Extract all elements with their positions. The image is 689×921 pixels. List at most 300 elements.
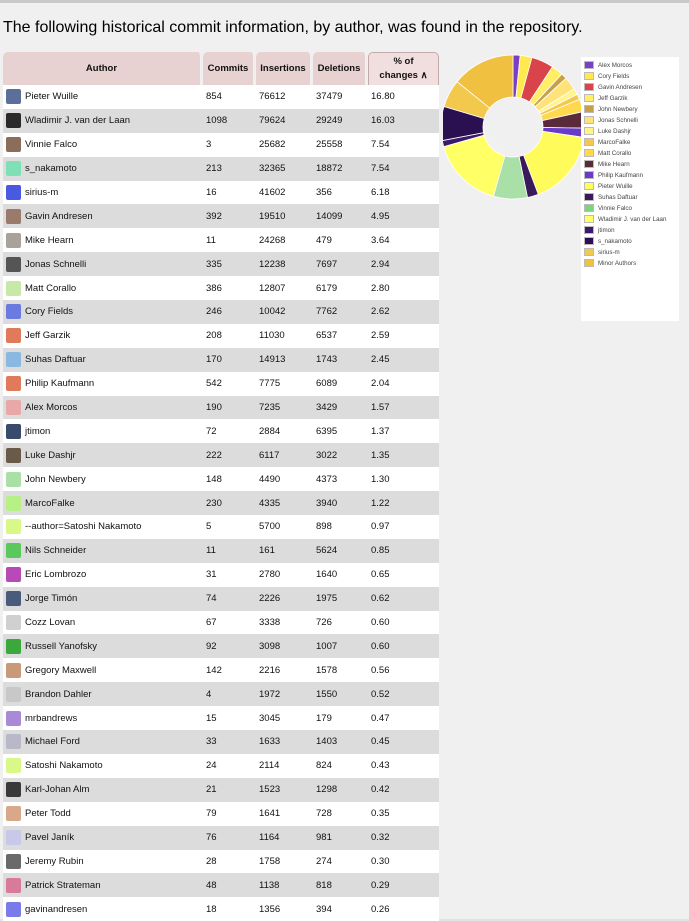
percent-cell: 0.52 — [368, 682, 439, 706]
commits-cell: 24 — [203, 754, 256, 778]
insertions-cell: 12807 — [256, 276, 313, 300]
commits-cell: 11 — [203, 228, 256, 252]
deletions-cell: 1640 — [313, 563, 368, 587]
commits-cell: 21 — [203, 778, 256, 802]
deletions-cell: 4373 — [313, 467, 368, 491]
author-avatar — [6, 328, 21, 343]
author-name: MarcoFalke — [25, 497, 75, 509]
author-cell — [3, 133, 203, 157]
insertions-cell: 3045 — [256, 706, 313, 730]
deletions-cell: 1578 — [313, 658, 368, 682]
legend-swatch — [584, 193, 594, 201]
percent-cell: 7.54 — [368, 133, 439, 157]
author-avatar — [6, 89, 21, 104]
percent-cell: 0.26 — [368, 897, 439, 921]
legend-label: Gavin Andresen — [598, 84, 643, 91]
legend-item[interactable] — [581, 247, 679, 258]
deletions-cell: 1550 — [313, 682, 368, 706]
percent-cell: 6.18 — [368, 181, 439, 205]
legend-swatch — [584, 182, 594, 190]
legend-item[interactable] — [581, 126, 679, 137]
commits-cell: 854 — [203, 85, 256, 109]
author-cell — [3, 85, 203, 109]
legend-label: Suhas Daftuar — [598, 194, 638, 201]
deletions-cell: 7762 — [313, 300, 368, 324]
chart-legend — [581, 57, 679, 321]
deletions-cell: 818 — [313, 873, 368, 897]
author-avatar — [6, 496, 21, 511]
author-name: Nils Schneider — [25, 545, 87, 557]
author-name: Cozz Lovan — [25, 617, 76, 629]
legend-swatch — [584, 160, 594, 168]
author-avatar — [6, 639, 21, 654]
insertions-cell: 14913 — [256, 348, 313, 372]
author-avatar — [6, 209, 21, 224]
author-name: Gavin Andresen — [25, 210, 93, 222]
author-name: Pavel Janík — [25, 832, 75, 844]
insertions-cell: 79624 — [256, 109, 313, 133]
commits-cell: 392 — [203, 204, 256, 228]
commits-cell: 170 — [203, 348, 256, 372]
percent-cell: 0.65 — [368, 563, 439, 587]
insertions-cell: 25682 — [256, 133, 313, 157]
author-cell — [3, 181, 203, 205]
author-cell — [3, 396, 203, 420]
percent-cell: 0.60 — [368, 611, 439, 635]
author-name: Jeff Garzik — [25, 330, 71, 342]
insertions-cell: 2226 — [256, 587, 313, 611]
author-avatar — [6, 352, 21, 367]
author-avatar — [6, 902, 21, 917]
author-name: Brandon Dahler — [25, 688, 92, 700]
percent-cell: 1.22 — [368, 491, 439, 515]
deletions-cell: 179 — [313, 706, 368, 730]
legend-label: John Newbery — [598, 106, 638, 113]
legend-label: Pieter Wuille — [598, 183, 633, 190]
commits-cell: 230 — [203, 491, 256, 515]
table-row — [3, 228, 439, 252]
legend-label: Jonas Schnelli — [598, 117, 638, 124]
legend-item[interactable] — [581, 203, 679, 214]
table-row — [3, 754, 439, 778]
author-cell — [3, 634, 203, 658]
percent-cell: 2.80 — [368, 276, 439, 300]
author-cell — [3, 539, 203, 563]
insertions-cell: 11030 — [256, 324, 313, 348]
author-avatar — [6, 615, 21, 630]
legend-swatch — [584, 248, 594, 256]
table-row — [3, 133, 439, 157]
author-avatar — [6, 758, 21, 773]
deletions-cell: 1298 — [313, 778, 368, 802]
author-avatar — [6, 281, 21, 296]
insertions-cell: 1523 — [256, 778, 313, 802]
commits-cell: 1098 — [203, 109, 256, 133]
column-header-author[interactable]: Author — [3, 52, 203, 85]
legend-item[interactable] — [581, 60, 679, 71]
deletions-cell: 29249 — [313, 109, 368, 133]
deletions-cell: 1007 — [313, 634, 368, 658]
author-name: Michael Ford — [25, 736, 80, 748]
legend-item[interactable] — [581, 82, 679, 93]
percent-cell: 0.29 — [368, 873, 439, 897]
legend-swatch — [584, 83, 594, 91]
author-cell — [3, 826, 203, 850]
commits-cell: 67 — [203, 611, 256, 635]
commits-cell: 246 — [203, 300, 256, 324]
insertions-cell: 32365 — [256, 157, 313, 181]
percent-cell: 0.60 — [368, 634, 439, 658]
table-row — [3, 300, 439, 324]
deletions-cell: 394 — [313, 897, 368, 921]
author-name: Matt Corallo — [25, 282, 77, 294]
author-name: mrbandrews — [25, 712, 78, 724]
deletions-cell: 981 — [313, 826, 368, 850]
legend-label: Mike Hearn — [598, 161, 630, 168]
author-avatar — [6, 687, 21, 702]
table-row — [3, 897, 439, 921]
commits-cell: 5 — [203, 515, 256, 539]
author-name: Patrick Strateman — [25, 879, 101, 891]
commits-cell: 142 — [203, 658, 256, 682]
author-name: Jorge Timón — [25, 593, 78, 605]
author-name: jtimon — [25, 425, 51, 437]
author-cell — [3, 443, 203, 467]
legend-item[interactable] — [581, 104, 679, 115]
table-row — [3, 850, 439, 874]
deletions-cell: 898 — [313, 515, 368, 539]
deletions-cell: 824 — [313, 754, 368, 778]
percent-cell: 1.30 — [368, 467, 439, 491]
deletions-cell: 274 — [313, 850, 368, 874]
author-name: John Newbery — [25, 473, 86, 485]
author-avatar — [6, 591, 21, 606]
table-row — [3, 563, 439, 587]
table-row — [3, 587, 439, 611]
commits-cell: 79 — [203, 802, 256, 826]
author-avatar — [6, 734, 21, 749]
insertions-cell: 24268 — [256, 228, 313, 252]
commits-cell: 213 — [203, 157, 256, 181]
legend-swatch — [584, 259, 594, 267]
legend-item[interactable] — [581, 71, 679, 82]
legend-item[interactable] — [581, 93, 679, 104]
legend-swatch — [584, 237, 594, 245]
percent-cell: 4.95 — [368, 204, 439, 228]
author-cell — [3, 706, 203, 730]
deletions-cell: 728 — [313, 802, 368, 826]
legend-label: sirius-m — [598, 249, 620, 256]
legend-item[interactable] — [581, 192, 679, 203]
table-row — [3, 157, 439, 181]
percent-cell: 0.56 — [368, 658, 439, 682]
legend-swatch — [584, 116, 594, 124]
author-cell — [3, 300, 203, 324]
legend-item[interactable] — [581, 225, 679, 236]
legend-label: Minor Authors — [598, 260, 637, 267]
legend-item[interactable] — [581, 181, 679, 192]
author-cell — [3, 778, 203, 802]
deletions-cell: 1743 — [313, 348, 368, 372]
insertions-cell: 7235 — [256, 396, 313, 420]
commits-cell: 208 — [203, 324, 256, 348]
table-row — [3, 467, 439, 491]
author-avatar — [6, 878, 21, 893]
author-cell — [3, 348, 203, 372]
commits-cell: 15 — [203, 706, 256, 730]
author-avatar — [6, 567, 21, 582]
author-cell — [3, 682, 203, 706]
commits-cell: 386 — [203, 276, 256, 300]
legend-label: MarcoFalke — [598, 139, 631, 146]
column-header-percent-changes[interactable]: % of changes ∧ — [368, 52, 439, 85]
legend-swatch — [584, 171, 594, 179]
legend-item[interactable] — [581, 258, 679, 269]
table-row — [3, 706, 439, 730]
legend-item[interactable] — [581, 159, 679, 170]
commits-cell: 4 — [203, 682, 256, 706]
table-row — [3, 491, 439, 515]
legend-label: jtimon — [598, 227, 615, 234]
percent-cell: 1.37 — [368, 419, 439, 443]
table-row — [3, 443, 439, 467]
insertions-cell: 1972 — [256, 682, 313, 706]
insertions-cell: 6117 — [256, 443, 313, 467]
deletions-cell: 5624 — [313, 539, 368, 563]
legend-item[interactable] — [581, 148, 679, 159]
author-avatar — [6, 448, 21, 463]
insertions-cell: 7775 — [256, 372, 313, 396]
deletions-cell: 25558 — [313, 133, 368, 157]
commits-cell: 28 — [203, 850, 256, 874]
author-cell — [3, 157, 203, 181]
legend-swatch — [584, 72, 594, 80]
insertions-cell: 76612 — [256, 85, 313, 109]
column-header-deletions[interactable]: Deletions — [313, 52, 368, 85]
table-row — [3, 634, 439, 658]
deletions-cell: 726 — [313, 611, 368, 635]
percent-cell: 3.64 — [368, 228, 439, 252]
author-name: Pieter Wuille — [25, 91, 79, 103]
author-cell — [3, 324, 203, 348]
insertions-cell: 4335 — [256, 491, 313, 515]
deletions-cell: 479 — [313, 228, 368, 252]
legend-swatch — [584, 61, 594, 69]
percent-cell: 0.47 — [368, 706, 439, 730]
changes-donut-chart — [443, 52, 583, 222]
commits-cell: 335 — [203, 252, 256, 276]
table-row — [3, 873, 439, 897]
author-cell — [3, 228, 203, 252]
percent-cell: 0.42 — [368, 778, 439, 802]
deletions-cell: 14099 — [313, 204, 368, 228]
author-cell — [3, 204, 203, 228]
author-name: Karl-Johan Alm — [25, 784, 90, 796]
author-cell — [3, 252, 203, 276]
author-avatar — [6, 137, 21, 152]
commits-cell: 542 — [203, 372, 256, 396]
table-row — [3, 204, 439, 228]
legend-label: s_nakamoto — [598, 238, 632, 245]
author-cell — [3, 658, 203, 682]
author-name: Suhas Daftuar — [25, 354, 86, 366]
author-avatar — [6, 854, 21, 869]
percent-cell: 2.62 — [368, 300, 439, 324]
insertions-cell: 1356 — [256, 897, 313, 921]
insertions-cell: 10042 — [256, 300, 313, 324]
insertions-cell: 3338 — [256, 611, 313, 635]
author-name: sirius-m — [25, 187, 59, 198]
author-cell — [3, 802, 203, 826]
legend-label: Luke Dashjr — [598, 128, 632, 135]
percent-cell: 1.35 — [368, 443, 439, 467]
percent-cell: 0.45 — [368, 730, 439, 754]
commits-cell: 48 — [203, 873, 256, 897]
commits-cell: 33 — [203, 730, 256, 754]
table-row — [3, 658, 439, 682]
author-cell — [3, 491, 203, 515]
insertions-cell: 2780 — [256, 563, 313, 587]
donut-slices — [443, 55, 583, 199]
table-row — [3, 181, 439, 205]
author-cell — [3, 515, 203, 539]
table-header-row — [3, 52, 439, 85]
legend-label: Wladimir J. van der Laan — [598, 216, 667, 223]
author-cell — [3, 587, 203, 611]
insertions-cell: 1138 — [256, 873, 313, 897]
legend-label: Vinnie Falco — [598, 205, 632, 212]
percent-cell: 2.94 — [368, 252, 439, 276]
insertions-cell: 1758 — [256, 850, 313, 874]
author-name: Mike Hearn — [25, 234, 74, 246]
author-name: Peter Todd — [25, 808, 71, 820]
legend-swatch — [584, 215, 594, 223]
table-row — [3, 682, 439, 706]
author-name: Wladimir J. van der Laan — [25, 115, 131, 127]
deletions-cell: 1975 — [313, 587, 368, 611]
author-avatar — [6, 543, 21, 558]
author-avatar — [6, 472, 21, 487]
author-avatar — [6, 185, 21, 200]
legend-label: Alex Morcos — [598, 62, 633, 69]
insertions-cell: 3098 — [256, 634, 313, 658]
author-avatar — [6, 257, 21, 272]
percent-cell: 0.30 — [368, 850, 439, 874]
legend-item[interactable] — [581, 236, 679, 247]
author-name: Russell Yanofsky — [25, 640, 97, 652]
insertions-cell: 12238 — [256, 252, 313, 276]
author-avatar — [6, 424, 21, 439]
table-row — [3, 276, 439, 300]
percent-cell: 0.32 — [368, 826, 439, 850]
legend-item[interactable] — [581, 170, 679, 181]
author-name: s_nakamoto — [25, 163, 77, 175]
legend-swatch — [584, 127, 594, 135]
deletions-cell: 1403 — [313, 730, 368, 754]
commits-cell: 222 — [203, 443, 256, 467]
table-row — [3, 252, 439, 276]
author-name: Philip Kaufmann — [25, 378, 95, 390]
author-name: gavinandresen — [25, 903, 88, 915]
table-row — [3, 539, 439, 563]
insertions-cell: 19510 — [256, 204, 313, 228]
author-name: Eric Lombrozo — [25, 569, 87, 581]
author-cell — [3, 730, 203, 754]
legend-swatch — [584, 138, 594, 146]
table-row — [3, 372, 439, 396]
percent-cell: 0.62 — [368, 587, 439, 611]
deletions-cell: 6537 — [313, 324, 368, 348]
table-row — [3, 396, 439, 420]
commits-cell: 76 — [203, 826, 256, 850]
legend-swatch — [584, 149, 594, 157]
author-avatar — [6, 782, 21, 797]
author-avatar — [6, 663, 21, 678]
author-name: Vinnie Falco — [25, 139, 78, 151]
commits-cell: 3 — [203, 133, 256, 157]
author-avatar — [6, 304, 21, 319]
deletions-cell: 3429 — [313, 396, 368, 420]
insertions-cell: 41602 — [256, 181, 313, 205]
percent-cell: 16.80 — [368, 85, 439, 109]
deletions-cell: 18872 — [313, 157, 368, 181]
insertions-cell: 161 — [256, 539, 313, 563]
author-cell — [3, 754, 203, 778]
author-cell — [3, 109, 203, 133]
column-header-commits[interactable]: Commits — [203, 52, 256, 85]
commits-cell: 74 — [203, 587, 256, 611]
commits-cell: 31 — [203, 563, 256, 587]
percent-cell: 16.03 — [368, 109, 439, 133]
legend-swatch — [584, 105, 594, 113]
table-row — [3, 802, 439, 826]
legend-item[interactable] — [581, 137, 679, 148]
table-body — [3, 85, 439, 921]
author-avatar — [6, 233, 21, 248]
author-avatar — [6, 806, 21, 821]
insertions-cell: 2884 — [256, 419, 313, 443]
commits-cell: 18 — [203, 897, 256, 921]
author-cell — [3, 897, 203, 921]
legend-item[interactable] — [581, 115, 679, 126]
insertions-cell: 5700 — [256, 515, 313, 539]
author-cell — [3, 611, 203, 635]
percent-cell: 0.43 — [368, 754, 439, 778]
author-avatar — [6, 400, 21, 415]
insertions-cell: 2216 — [256, 658, 313, 682]
author-name: Satoshi Nakamoto — [25, 760, 103, 772]
legend-item[interactable] — [581, 214, 679, 225]
column-header-insertions[interactable]: Insertions — [256, 52, 313, 85]
author-cell — [3, 372, 203, 396]
legend-label: Jeff Garzik — [598, 95, 628, 102]
author-cell — [3, 850, 203, 874]
author-avatar — [6, 711, 21, 726]
author-name: Gregory Maxwell — [25, 664, 97, 676]
author-avatar — [6, 376, 21, 391]
deletions-cell: 7697 — [313, 252, 368, 276]
legend-swatch — [584, 204, 594, 212]
percent-cell: 2.45 — [368, 348, 439, 372]
page-heading: The following historical commit information, by author, was found in the repository. — [3, 19, 583, 36]
author-avatar — [6, 113, 21, 128]
author-name: Jeremy Rubin — [25, 855, 84, 867]
author-cell — [3, 419, 203, 443]
commits-cell: 148 — [203, 467, 256, 491]
percent-cell: 0.97 — [368, 515, 439, 539]
deletions-cell: 3022 — [313, 443, 368, 467]
author-avatar — [6, 519, 21, 534]
